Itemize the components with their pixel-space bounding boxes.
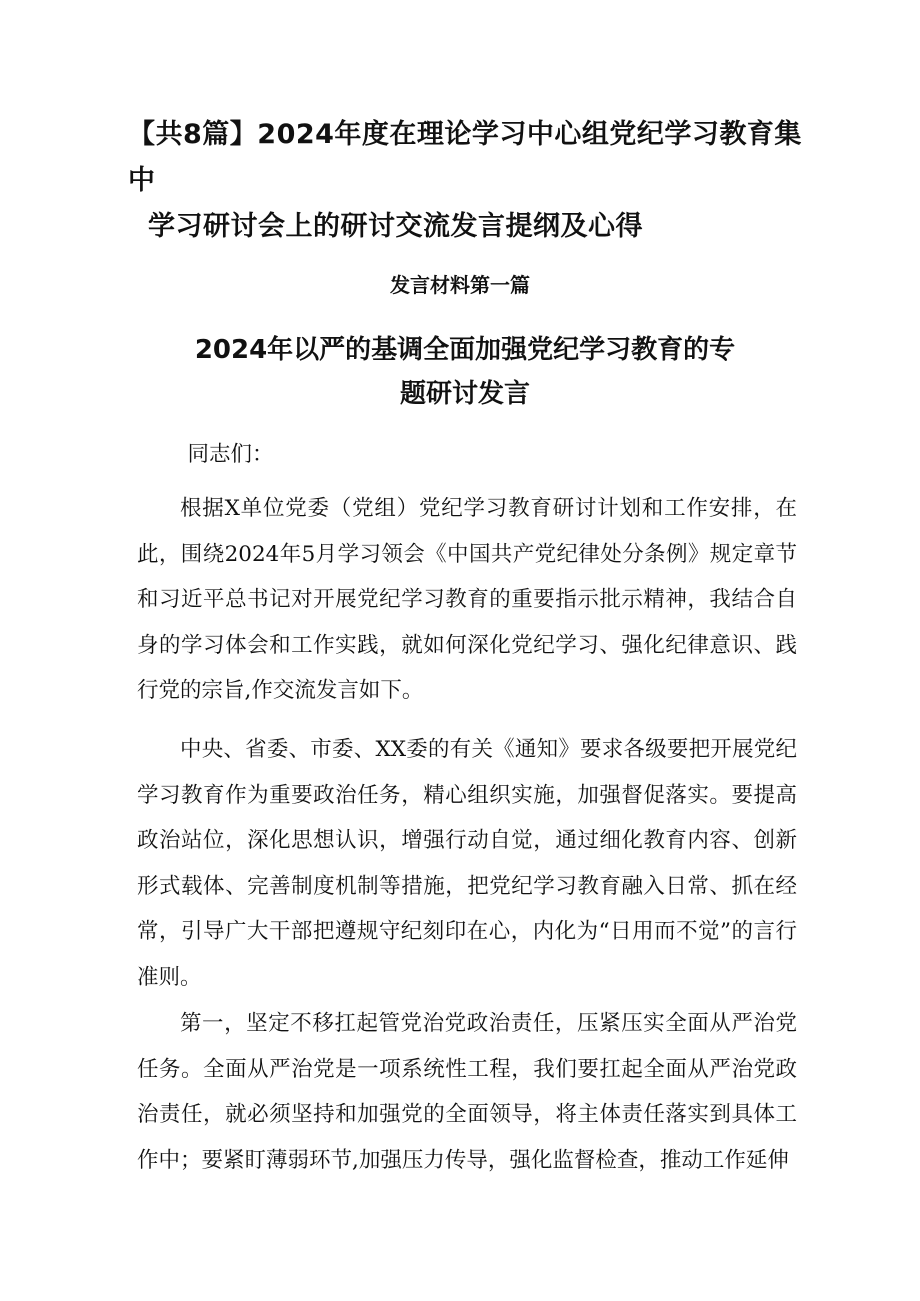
speech-title bbox=[170, 328, 760, 416]
document-title bbox=[128, 112, 808, 250]
body-paragraph-1: 根据X单位党委（党组）党纪学习教育研讨计划和工作安排，在此，围绕2024年5月学习领会《中国共产党纪律处分条例》规定章节和习近平总书记对开展党纪学习教育的重要指示批示精神，我结合自身的学习体会和工作实践，就如何深化党纪学习、强化纪律意识、践行党的宗旨,作交流发言如下。 bbox=[137, 496, 797, 703]
document-title-line-2: 学习研讨会上的研讨交流发言提纲及心得 bbox=[148, 211, 643, 242]
speech-title-line-1: 2024年以严的基调全面加强党纪学习教育的专 bbox=[194, 335, 736, 365]
document-title-line-1: 【共8篇】2024年度在理论学习中心组党纪学习教育集中 bbox=[128, 119, 802, 196]
body-paragraph-2: 中央、省委、市委、XX委的有关《通知》要求各级要把开展党纪学习教育作为重要政治任务，精心组织实施，加强督促落实。要提高政治站位，深化思想认识，增强行动自觉，通过细化教育内容、创新形式载体、完善制度机制等措施，把党纪学习教育融入日常、抓在经常，引导广大干部把遵规守纪刻印在心，内化为“日用而不觉”的言行准则。 bbox=[137, 737, 797, 990]
salutation: 同志们： bbox=[187, 442, 274, 467]
body-paragraph-3: 第一，坚定不移扛起管党治党政治责任，压紧压实全面从严治党任务。全面从严治党是一项系统性工程，我们要扛起全面从严治党政治责任，就必须坚持和加强党的全面领导，将主体责任落实到具体工作中；要紧盯薄弱环节,加强压力传导，强化监督检查，推动工作延伸 bbox=[137, 1011, 797, 1173]
speech-title-line-2: 题研讨发言 bbox=[399, 379, 530, 409]
section-label: 发言材料第一篇 bbox=[390, 273, 530, 297]
